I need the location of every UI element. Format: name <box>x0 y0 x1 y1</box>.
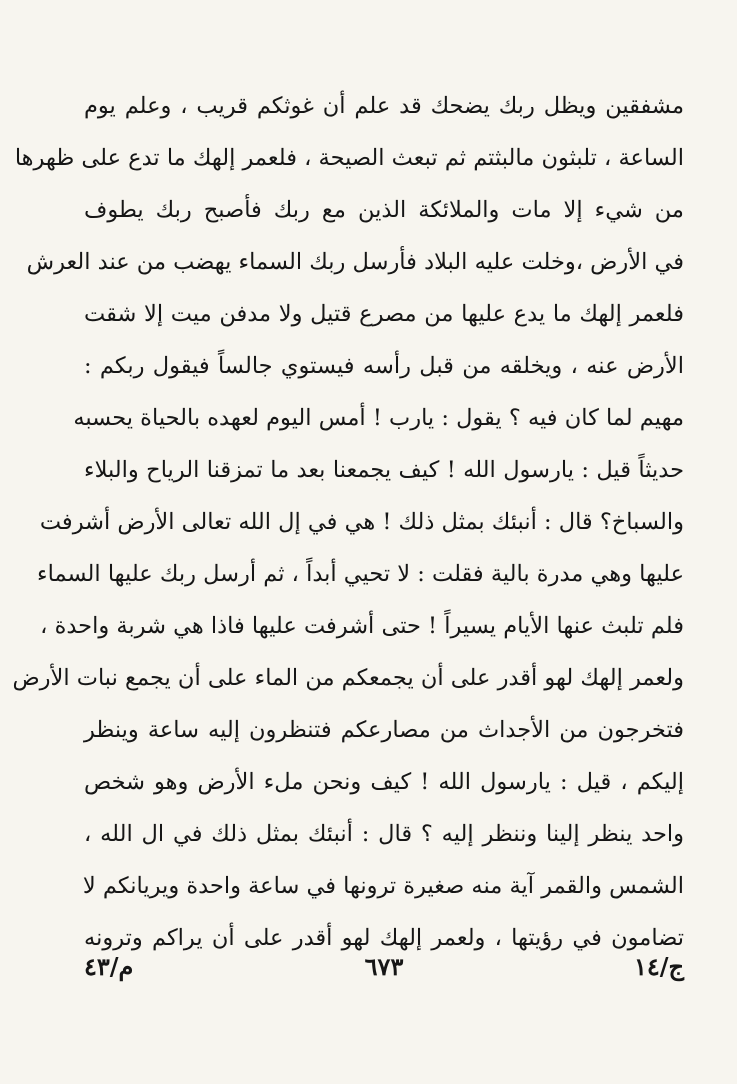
text-line: فتخرجون من الأجداث من مصارعكم فتنظرون إليه ساعة وينظر <box>84 717 684 743</box>
text-line: واحد ينظر إلينا وننظر إليه ؟ قال : أنبئك بمثل ذلك في ال الله ، <box>84 821 684 847</box>
text-line: الساعة ، تلبثون مالبثتم ثم تبعث الصيحة ، فلعمر إلهك ما تدع على ظهرها <box>14 145 684 171</box>
volume-reference: ج/١٤ <box>633 952 684 981</box>
page-footer <box>84 944 684 988</box>
text-line: الأرض عنه ، ويخلقه من قبل رأسه فيستوي جالساً فيقول ربكم : <box>84 353 684 379</box>
body-text <box>12 80 684 964</box>
text-line: ولعمر إلهك لهو أقدر على أن يجمعكم من الماء على أن يجمع نبات الأرض <box>12 665 684 691</box>
text-line: عليها وهي مدرة بالية فقلت : لا تحيي أبداً ، ثم أرسل ربك عليها السماء <box>37 561 684 587</box>
text-line: حديثاً قيل : يارسول الله ! كيف يجمعنا بعد ما تمزقنا الرياح والبلاء <box>84 457 684 483</box>
text-line: إليكم ، قيل : يارسول الله ! كيف ونحن ملء الأرض وهو شخص <box>84 769 684 795</box>
text-line: فلعمر إلهك ما يدع عليها من مصرع قتيل ولا مدفن ميت إلا شقت <box>84 301 684 327</box>
text-line: في الأرض ،وخلت عليه البلاد فأرسل ربك السماء يهضب من عند العرش <box>26 249 684 275</box>
text-line: من شيء إلا مات والملائكة الذين مع ربك فأصبح ربك يطوف <box>84 197 684 223</box>
text-line: والسباخ؟ قال : أنبئك بمثل ذلك ! هي في إل الله تعالى الأرض أشرفت <box>39 509 684 535</box>
sequence-reference: م/٤٣ <box>84 952 134 981</box>
text-line: تضامون في رؤيتها ، ولعمر إلهك لهو أقدر على أن يراكم وترونه <box>84 925 684 951</box>
text-line: الشمس والقمر آية منه صغيرة ترونها في ساعة واحدة ويريانكم لا <box>82 873 684 899</box>
text-line: مهيم لما كان فيه ؟ يقول : يارب ! أمس اليوم لعهده بالحياة يحسبه <box>73 405 684 431</box>
page-number: ٦٧٣ <box>364 952 404 981</box>
text-line: مشفقين ويظل ربك يضحك قد علم أن غوثكم قريب ، وعلم يوم <box>84 93 684 119</box>
text-line: فلم تلبث عنها الأيام يسيراً ! حتى أشرفت عليها فاذا هي شربة واحدة ، <box>40 613 684 639</box>
